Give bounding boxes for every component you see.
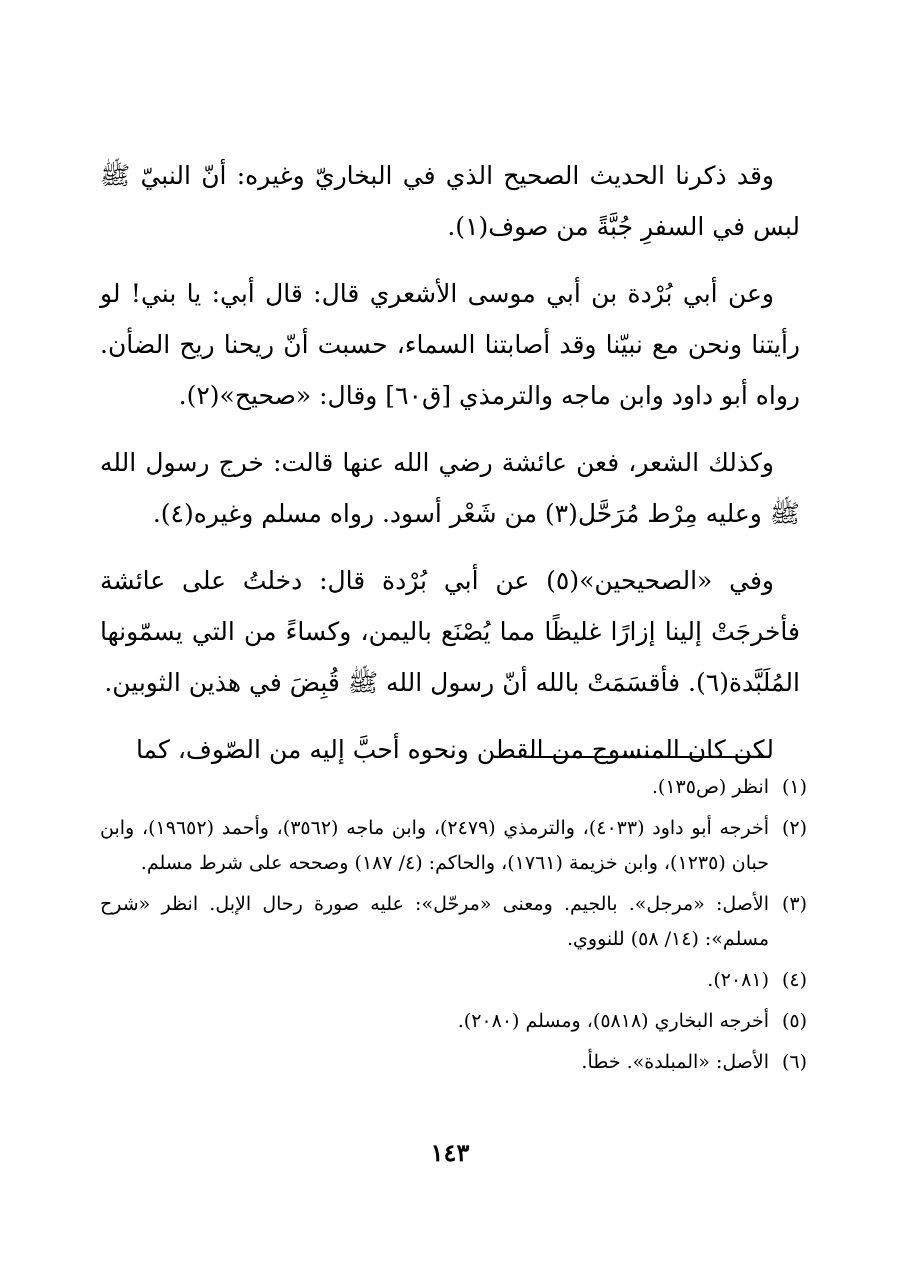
- footnote-text: أخرجه البخاري (٥٨١٨)، ومسلم (٢٠٨٠).: [457, 1010, 769, 1032]
- footnote-number: (٤): [781, 969, 807, 991]
- footnote-text: الأصل: «مرجل». بالجيم. ومعنى «مرحّل»: عليه صورة رحال الإبل. انظر «شرح مسلم»: (١٤/ ٥٨) للنووي.: [100, 893, 769, 950]
- footnote-text: الأصل: «المبلدة». خطأ.: [581, 1051, 769, 1073]
- paragraph: وفي «الصحيحين»(٥) عن أبي بُرْدة قال: دخلتُ على عائشة فأخرجَتْ إلينا إزارًا غليظًا مما يُصْنَع باليمن، وكساءً من التي يسمّونها المُلَبَّدة(٦). فأقسَمَتْ بالله أنّ رسول الله ﷺ قُبِضَ في هذين الثوبين.: [100, 566, 800, 697]
- footnote: [100, 770, 807, 805]
- footnote-text: انظر (ص١٣٥).: [651, 776, 769, 798]
- footnote: [100, 1045, 807, 1080]
- footnote: [100, 1004, 807, 1039]
- footnote-number: (٦): [781, 1051, 807, 1073]
- footnote: [100, 811, 807, 881]
- footnote: [100, 963, 807, 998]
- footnote-text: (٢٠٨١).: [707, 969, 769, 991]
- main-text: [100, 150, 800, 791]
- footnote: [100, 887, 807, 957]
- paragraph: لكن كان المنسوج من القطن ونحوه أحبَّ إليه من الصّوف، كما: [135, 735, 774, 764]
- footnote-number: (٣): [781, 893, 807, 915]
- footnote-text: أخرجه أبو داود (٤٠٣٣)، والترمذي (٢٤٧٩)، وابن ماجه (٣٥٦٢)، وأحمد (١٩٦٥٢)، وابن حبان (١٢٣٥)، وابن خزيمة (١٧٦١)، والحاكم: (٤/ ١٨٧) وصححه على شرط مسلم.: [100, 817, 769, 874]
- footnotes: [100, 770, 807, 1086]
- paragraph: وعن أبي بُرْدة بن أبي موسى الأشعري قال: قال أبي: يا بني! لو رأيتنا ونحن مع نبيّنا وقد أصابتنا السماء، حسبت أنّ ريحنا ريح الضأن. رواه أبو داود وابن ماجه والترمذي [ق٦٠] وقال: «صحيح»(٢).: [100, 279, 800, 410]
- page-number: ١٤٣: [430, 1138, 470, 1167]
- paragraph: وكذلك الشعر، فعن عائشة رضي الله عنها قالت: خرج رسول الله ﷺ وعليه مِرْط مُرَحَّل(٣) من شَعْر أسود. رواه مسلم وغيره(٤).: [100, 448, 800, 528]
- footnote-number: (١): [781, 776, 807, 798]
- paragraph: وقد ذكرنا الحديث الصحيح الذي في البخاريّ وغيره: أنّ النبيّ ﷺ لبس في السفرِ جُبَّةً من صوف(١).: [100, 161, 800, 241]
- footnote-separator: [527, 756, 770, 758]
- footnote-number: (٢): [781, 817, 807, 839]
- footnote-number: (٥): [781, 1010, 807, 1032]
